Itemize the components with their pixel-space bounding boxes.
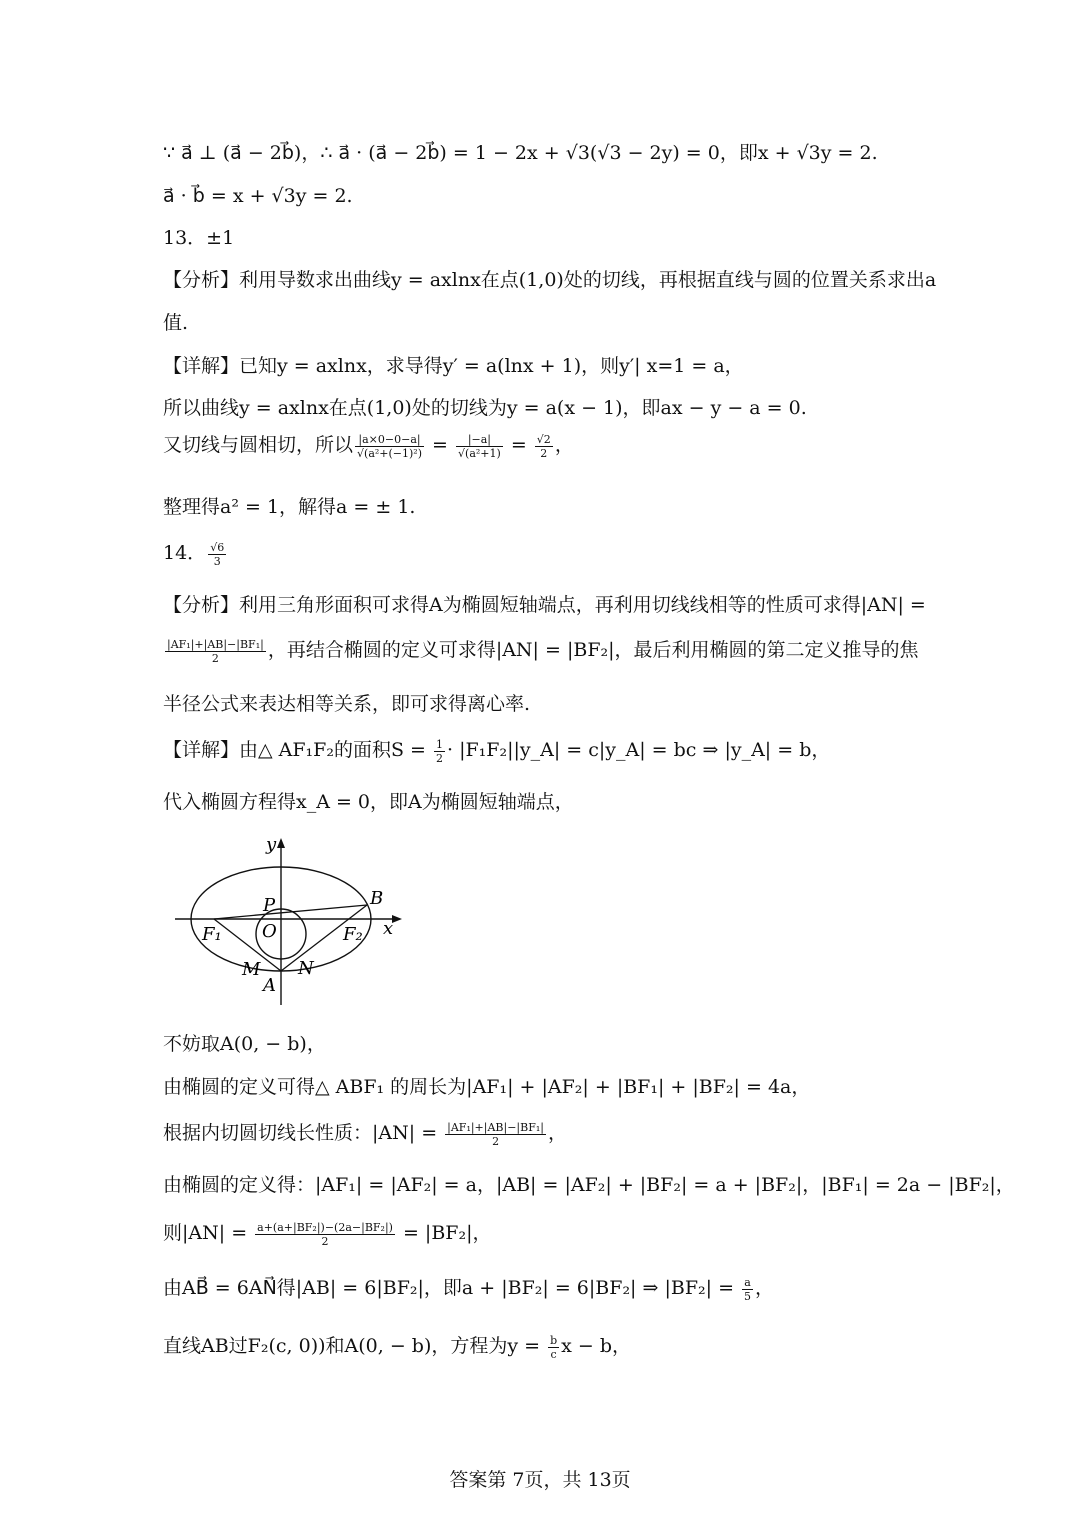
text-line-8	[163, 432, 574, 460]
fraction	[742, 1276, 753, 1303]
answer-14	[163, 540, 228, 568]
text-segment: ，	[547, 1122, 567, 1144]
fraction-denominator: √(a²+1)	[458, 446, 501, 460]
text-line-16: 不妨取A(0, − b)，	[163, 1033, 326, 1055]
text-line-5: 值.	[163, 312, 189, 334]
fraction-denominator: 2	[540, 446, 548, 460]
text-line-12	[163, 637, 919, 665]
x-axis-arrow-icon	[392, 915, 402, 923]
text-segment: 直线AB过F₂(c, 0))和A(0, − b)，方程为y =	[163, 1335, 547, 1357]
text-line-7: 所以曲线y = axlnx在点(1,0)处的切线为y = a(x − 1)，即ax − y − a = 0.	[163, 397, 807, 419]
fraction-numerator: |a×0−0−a|	[355, 433, 424, 447]
text-segment: =	[426, 434, 455, 456]
fraction-denominator: √(a²+(−1)²)	[357, 446, 423, 460]
text-segment: ，	[755, 1277, 775, 1299]
fraction	[434, 738, 445, 765]
text-segment: = |BF₂|，	[396, 1222, 492, 1244]
text-line-18	[163, 1120, 567, 1148]
label-f2: F₂	[343, 924, 363, 945]
label-a: A	[263, 975, 276, 996]
text-segment: ，	[554, 434, 574, 456]
answer-13: 13．±1	[163, 227, 235, 249]
fraction-denominator: 2	[492, 1134, 500, 1148]
text-line-19: 由椭圆的定义得：|AF₁| = |AF₂| = a，|AB| = |AF₂| + |BF₂| = a + |BF₂|，|BF₁| = 2a − |BF₂|，	[163, 1174, 1015, 1196]
text-line-2: a⃗ · b⃗ = x + √3y = 2.	[163, 185, 353, 207]
text-line-15: 代入椭圆方程得x_A = 0，即A为椭圆短轴端点，	[163, 791, 574, 813]
fraction-numerator: |−a|	[456, 433, 503, 447]
text-line-13: 半径公式来表达相等关系，即可求得离心率.	[163, 693, 531, 715]
fraction-denominator: 2	[321, 1234, 329, 1248]
label-o: O	[262, 921, 277, 942]
page-footer: 答案第 7页，共 13页	[449, 1469, 631, 1491]
label-n: N	[298, 958, 314, 979]
text-line-9: 整理得a² = 1，解得a = ± 1.	[163, 496, 416, 518]
label-p: P	[263, 895, 276, 916]
text-segment: 又切线与圆相切，所以	[163, 434, 354, 456]
text-segment: · |F₁F₂||y_A| = c|y_A| = bc ⇒ |y_A| = b，	[447, 739, 831, 761]
fraction-numerator: |AF₁|+|AB|−|BF₁|	[447, 1120, 544, 1134]
fraction	[535, 433, 553, 460]
analysis-14: 【分析】利用三角形面积可求得A为椭圆短轴端点，再利用切线线相等的性质可求得|AN| =	[163, 594, 926, 616]
fraction-denominator: 2	[436, 751, 443, 765]
fraction	[445, 1121, 546, 1148]
fraction	[208, 541, 226, 568]
label-y: y	[266, 834, 277, 855]
detail-13: 【详解】已知y = axlnx，求导得y′ = a(lnx + 1)，则y′| x=1 = a，	[163, 355, 744, 377]
fraction-denominator: 5	[744, 1289, 752, 1303]
fraction-numerator: √6	[210, 540, 225, 554]
fraction-numerator: √2	[536, 432, 551, 446]
analysis-13: 【分析】利用导数求出曲线y = axlnx在点(1,0)处的切线，再根据直线与圆的位置关系求出a	[163, 269, 937, 291]
text-segment: 则|AN| =	[163, 1222, 254, 1244]
text-line-20	[163, 1220, 492, 1248]
fraction	[165, 638, 266, 665]
text-segment: =	[504, 434, 533, 456]
text-line-17: 由椭圆的定义可得△ ABF₁ 的周长为|AF₁| + |AF₂| + |BF₁| + |BF₂| = 4a，	[163, 1076, 811, 1098]
text-segment: ，再结合椭圆的定义可求得|AN| = |BF₂|，最后利用椭圆的第二定义推导的焦	[267, 639, 919, 661]
fraction-numerator: b	[550, 1333, 558, 1347]
text-segment: 根据内切圆切线长性质：|AN| =	[163, 1122, 444, 1144]
text-segment: x − b，	[561, 1335, 632, 1357]
fraction-denominator: c	[550, 1347, 557, 1361]
fraction-numerator: 1	[436, 737, 443, 751]
text-segment: 【详解】由△ AF₁F₂的面积S =	[163, 739, 432, 761]
fraction	[456, 433, 503, 460]
y-axis-arrow-icon	[277, 838, 285, 848]
detail-14	[163, 737, 830, 765]
fraction	[355, 433, 424, 460]
label-m: M	[242, 959, 261, 980]
text-line-21	[163, 1275, 774, 1303]
text-segment: 由AB⃗ = 6AN⃗得|AB| = 6|BF₂|，即a + |BF₂| = 6|BF₂| ⇒ |BF₂| =	[163, 1277, 741, 1299]
fraction-numerator: a	[742, 1276, 753, 1290]
text-line-1: ∵ a⃗ ⊥ (a⃗ − 2b⃗)，∴ a⃗ · (a⃗ − 2b⃗) = 1 − 2x + √3(√3 − 2y) = 0，即x + √3y = 2.	[163, 142, 878, 164]
fraction-denominator: 3	[213, 554, 221, 568]
fraction	[548, 1334, 559, 1361]
segment-f1-b	[214, 905, 367, 919]
text-line-22	[163, 1333, 631, 1361]
fraction-numerator: a+(a+|BF₂|)−(2a−|BF₂|)	[257, 1220, 393, 1234]
text-segment: 14．	[163, 542, 207, 564]
label-f1: F₁	[202, 924, 222, 945]
fraction	[255, 1221, 395, 1248]
label-b: B	[370, 888, 384, 909]
fraction-numerator: |AF₁|+|AB|−|BF₁|	[167, 637, 264, 651]
fraction-denominator: 2	[211, 651, 219, 665]
ellipse-figure	[170, 830, 410, 1010]
label-x: x	[383, 918, 394, 939]
